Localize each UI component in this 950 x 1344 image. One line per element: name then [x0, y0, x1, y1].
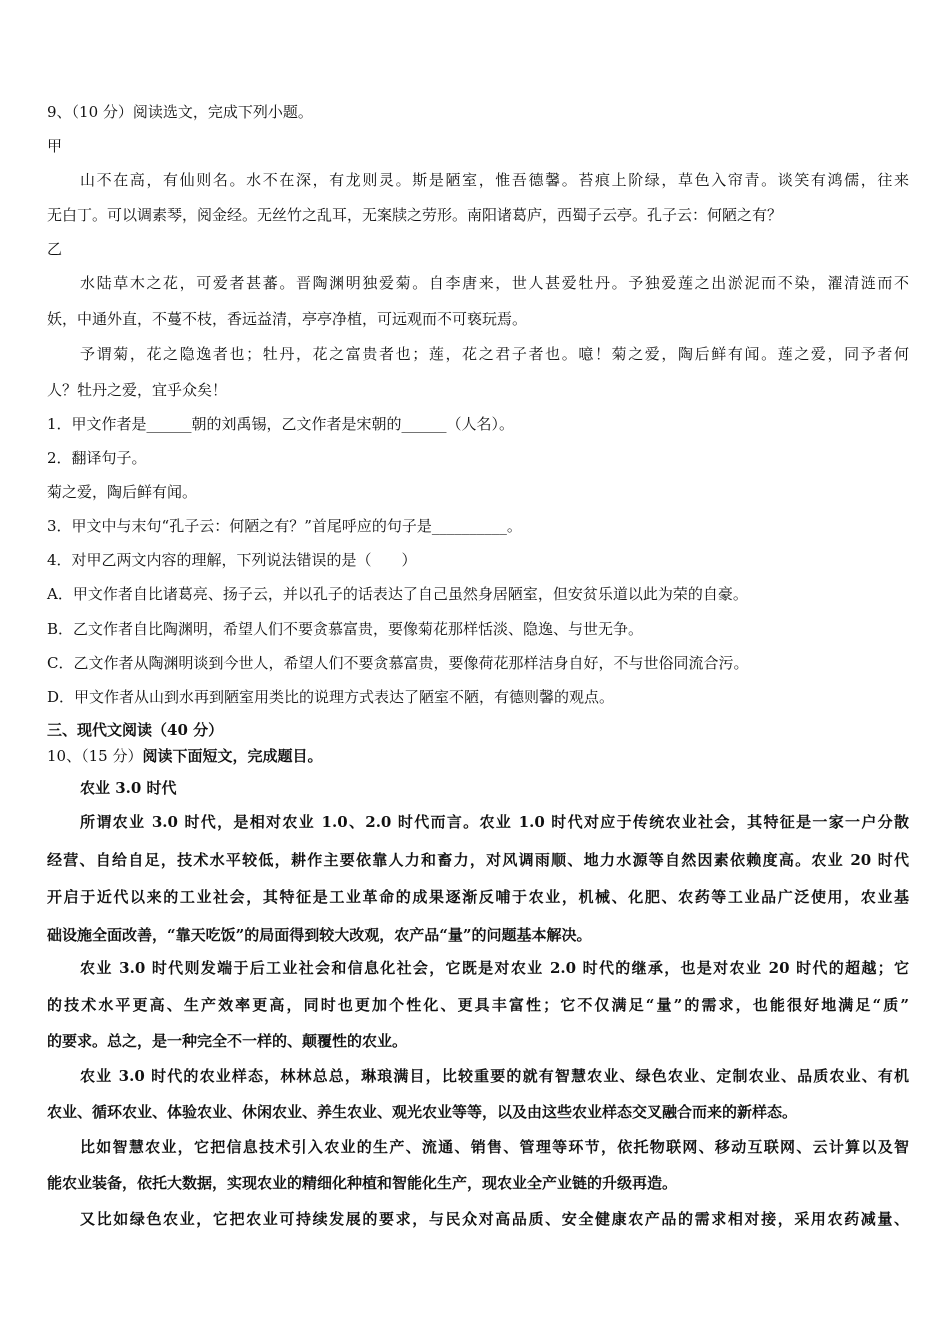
yi-line: 人？牡丹之爱，宜乎众矣！ [47, 381, 228, 399]
yi-line: 予谓菊，花之隐逸者也；牡丹，花之富贵者也；莲，花之君子者也。噫！菊之爱，陶后鲜有闻。莲之爱，同予者何 [80, 345, 909, 363]
article-line: 能农业装备，依托大数据，实现农业的精细化种植和智能化生产，现农业全产业链的升级再造。 [47, 1174, 678, 1192]
yi-line: 水陆草木之花，可爱者甚蕃。晋陶渊明独爱菊。自李唐来，世人甚爱牡丹。予独爱莲之出淤泥而不染，濯清涟而不 [80, 274, 909, 292]
option-b: B．乙文作者自比陶渊明，希望人们不要贪慕富贵，要像菊花那样恬淡、隐逸、与世无争。 [47, 620, 644, 638]
question-item: 4．对甲乙两文内容的理解，下列说法错误的是（ ） [47, 551, 417, 569]
article-line: 开启于近代以来的工业社会，其特征是工业革命的成果逐渐反哺于农业，机械、化肥、农药等工业品广泛使用，农业基 [47, 888, 909, 906]
question-item: 3．甲文中与末句“孔子云：何陋之有？”首尾呼应的句子是__________。 [47, 517, 522, 535]
q9-label-jia: 甲 [47, 137, 63, 155]
article-line: 又比如绿色农业，它把农业可持续发展的要求，与民众对高品质、安全健康农产品的需求相对接，采用农药减量、 [80, 1210, 909, 1228]
q10-header [47, 746, 909, 766]
question-item: 2．翻译句子。 [47, 449, 147, 467]
article-line: 农业 3.0 时代则发端于后工业社会和信息化社会，它既是对农业 2.0 时代的继承，也是对农业 20 时代的超越；它 [80, 959, 909, 977]
article-line: 的要求。总之，是一种完全不一样的、颠覆性的农业。 [47, 1032, 408, 1050]
article-line: 所谓农业 3.0 时代，是相对农业 1.0、2.0 时代而言。农业 1.0 时代对应于传统农业社会，其特征是一家一户分散 [80, 813, 909, 831]
q10-header-prefix: 10、（15 分） [47, 747, 143, 765]
article-line: 农业、循环农业、体验农业、休闲农业、养生农业、观光农业等等，以及由这些农业样态交叉融合而来的新样态。 [47, 1103, 798, 1121]
section-title: 三、现代文阅读（40 分） [47, 721, 224, 739]
article-line: 比如智慧农业，它把信息技术引入农业的生产、流通、销售、管理等环节，依托物联网、移动互联网、云计算以及智 [80, 1138, 909, 1156]
question-item: 菊之爱，陶后鲜有闻。 [47, 483, 198, 501]
question-item: 1．甲文作者是______朝的刘禹锡，乙文作者是宋朝的______（人名）。 [47, 415, 515, 433]
option-a: A．甲文作者自比诸葛亮、扬子云，并以孔子的话表达了自己虽然身居陋室，但安贫乐道以此为荣的自豪。 [47, 585, 748, 603]
article-line: 础设施全面改善，“靠天吃饭”的局面得到较大改观，农产品“量”的问题基本解决。 [47, 926, 592, 944]
jia-line: 山不在高，有仙则名。水不在深，有龙则灵。斯是陋室，惟吾德馨。苔痕上阶绿，草色入帘青。谈笑有鸿儒，往来 [80, 171, 909, 189]
option-d: D．甲文作者从山到水再到陋室用类比的说理方式表达了陋室不陋，有德则馨的观点。 [47, 688, 615, 706]
article-title: 农业 3.0 时代 [80, 779, 177, 797]
q9-label-yi: 乙 [47, 240, 63, 258]
q10-header-instruction: 阅读下面短文，完成题目。 [142, 747, 323, 765]
yi-line: 妖，中通外直，不蔓不枝，香远益清，亭亭净植，可远观而不可亵玩焉。 [47, 310, 528, 328]
option-c: C．乙文作者从陶渊明谈到今世人，希望人们不要贪慕富贵，要像荷花那样洁身自好，不与世俗同流合污。 [47, 654, 749, 672]
article-line: 的技术水平更高、生产效率更高，同时也更加个性化、更具丰富性；它不仅满足“量”的需求，也能很好地满足“质” [47, 996, 909, 1014]
jia-line: 无白丁。可以调素琴，阅金经。无丝竹之乱耳，无案牍之劳形。南阳诸葛庐，西蜀子云亭。孔子云：何陋之有？ [47, 206, 783, 224]
article-line: 农业 3.0 时代的农业样态，林林总总，琳琅满目，比较重要的就有智慧农业、绿色农业、定制农业、品质农业、有机 [80, 1067, 909, 1085]
q9-header: 9、（10 分）阅读选文，完成下列小题。 [47, 103, 313, 121]
article-line: 经营、自给自足，技术水平较低，耕作主要依靠人力和畜力，对风调雨顺、地力水源等自然因素依赖度高。农业 20 时代 [47, 851, 909, 869]
